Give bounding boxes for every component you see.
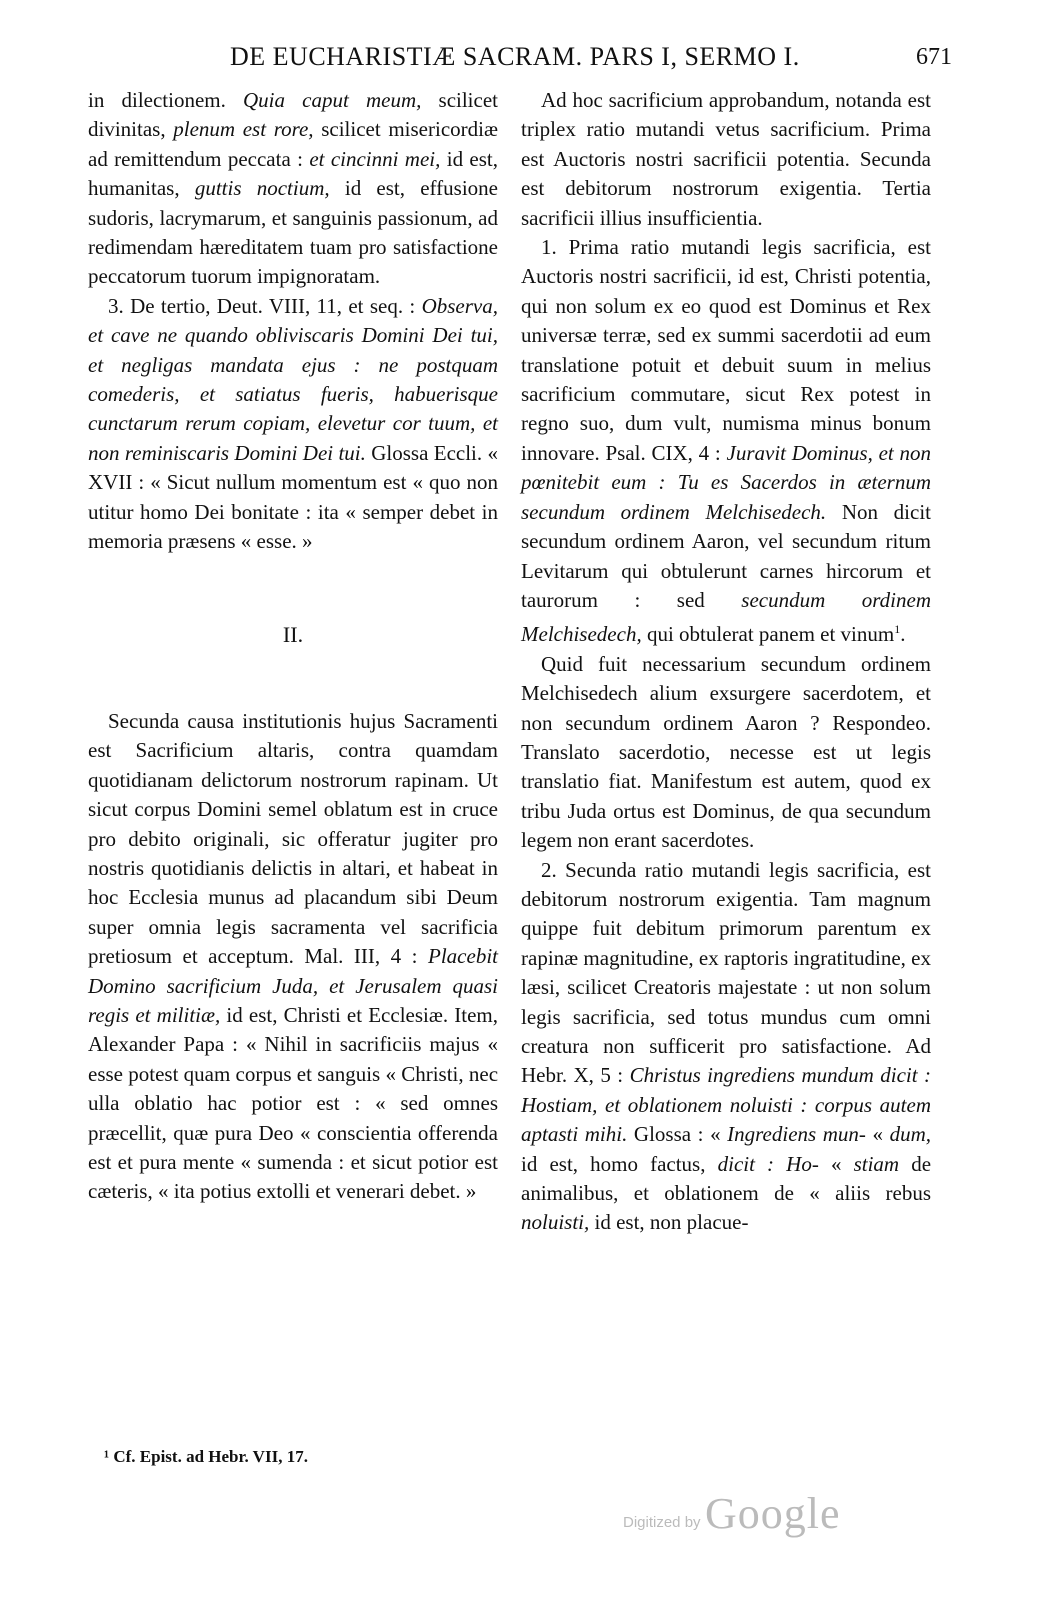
paragraph [521, 86, 931, 233]
text-run: de animalibus, et oblationem de « aliis rebus [521, 1151, 932, 1206]
italic-text: Observa, et cave ne quando obliviscaris Domini Dei tui, et negligas mandata ejus : ne postquam comederis, et satiatus fueris, habuerisque cunctarum rerum copiam, elevetur cor tuum, et non reminiscaris Domini Dei tui. [88, 293, 498, 465]
text-run: 2. Secunda ratio mutandi legis sacrificia, est debitorum nostrorum exigentia. Tam magnum quippe fuit debitum primorum parentum ex rapinæ magnitudine, ex raptoris ingratitudine, ex læsi, scilicet Creatoris majestate : ut non solum legis sacrificia, sed totus mundus cum omni creatura non sufficerit pro satisfactione. Ad Hebr. X, 5 : [521, 857, 931, 1088]
text-run: Ad hoc sacrificium approbandum, notanda est triplex ratio mutandi vetus sacrificium. Prima est Auctoris nostri sacrificii potentia. Secunda est debitorum nostrorum exigentia. Tertia sacrificii illius insufficientia. [521, 88, 931, 230]
text-run: id est, Christi et Ecclesiæ. Item, Alexander Papa : « Nihil in sacrificiis majus « esse potest quam corpus et sanguis « Christi, nec ulla oblatio hac potior est : « sed omnes præcellit, quæ pura Deo « conscientia offerenda est et pura mente « sumenda : et sicut potior est cæteris, « ita potius extolli et venerari debet. » [88, 1002, 499, 1204]
italic-text: plenum est rore, [173, 117, 314, 142]
paragraph [88, 707, 498, 1207]
left-column [88, 86, 498, 1207]
text-run: in dilectionem. [88, 88, 244, 112]
italic-text: noluisti, [521, 1210, 590, 1235]
paragraph [521, 650, 931, 856]
italic-text: Quia caput meum, [243, 88, 422, 112]
footnote: ¹ Cf. Epist. ad Hebr. VII, 17. [104, 1447, 308, 1466]
google-watermark [623, 1488, 843, 1544]
text-run: scilicet divinitas, [88, 88, 498, 142]
text-run: 1. Prima ratio mutandi legis sacrificia, est Auctoris nostri sacrificii, id est, Christi potentia, qui non solum ex eo quod est Dominus et Rex universæ terræ, sed ex summi sacerdotii ad eum translatione potuit et debuit suum in melius sacrificium commutare, sicut Rex potest in regno suo, dum vult, numisma minus bonum innovare. Psal. CIX, 4 : [521, 235, 931, 465]
text-run: id est, homo factus, [521, 1151, 718, 1176]
google-logo: Google [705, 1489, 841, 1538]
watermark-small-text: Digitized by [623, 1514, 701, 1531]
italic-text: guttis noctium, [194, 176, 330, 201]
text-run: id est, effusione sudoris, lacrymarum, et sanguinis passionum, ad redimendam hæreditatem tuam pro satisfactione peccatorum tuorum impignoratam. [88, 176, 498, 289]
paragraph [521, 856, 931, 1238]
italic-text: secundum ordinem Melchisedech, [521, 587, 931, 647]
paragraph [88, 292, 498, 557]
italic-text: et cincinni mei, [309, 146, 441, 171]
italic-text: Juravit Dominus, et non pœnitebit eum : Tu es Sacerdos in æternum secundum ordinem Melchisedech. [521, 440, 931, 524]
text-run: qui obtulerat panem et vinum [641, 622, 895, 647]
right-column [521, 86, 931, 1238]
footnote-ref: 1 [894, 622, 901, 637]
text-run: Quid fuit necessarium secundum ordinem Melchisedech alium exsurgere sacerdotem, et non secundum ordinem Aaron ? Respondeo. Translato sacerdotio, necesse est ut legis translatio fiat. Manifestum est autem, quod ex tribu Juda ortus est Dominus, de qua secundum legem non erant sacerdotes. [521, 651, 931, 853]
italic-text: Placebit Domino sacrificium Juda, et Jerusalem quasi regis et militiæ, [88, 944, 498, 1027]
italic-text: dicit : Ho- [717, 1151, 819, 1176]
page-header [0, 38, 1062, 78]
text-run: Non dicit secundum ordinem Aaron, vel secundum ritum Levitarum qui obtulerunt carnes hircorum et taurorum : sed [521, 499, 931, 612]
text-run: Secunda causa institutionis hujus Sacramenti est Sacrificium altaris, contra quamdam quotidianam delictorum nostrorum rapinam. Ut sicut corpus Domini semel oblatum est in cruce pro debito originali, sic offeratur jugiter pro nostris quotidianis delictis in altari, et habeat in hoc Ecclesia munus ad placandum sibi Deum super omnia legis sacramenta vel sacrificia pretiosum et acceptum. Mal. III, 4 : [88, 708, 498, 969]
section-heading: II. [282, 621, 304, 647]
italic-text: Christus ingrediens mundum dicit : Hostiam, et oblationem noluisti : corpus autem aptasti mihi. [521, 1063, 932, 1147]
italic-text: stiam [853, 1151, 900, 1176]
running-head: DE EUCHARISTIÆ SACRAM. PARS I, SERMO I. [230, 42, 800, 71]
text-run: Glossa Eccli. « XVII : « Sicut nullum momentum est « quo non utitur homo Dei bonitate : ita « semper debet in memoria præsens « esse. » [88, 440, 498, 554]
paragraph [88, 86, 498, 292]
page-number: 671 [916, 44, 952, 70]
text-run: id est, humanitas, [88, 146, 499, 201]
text-run: 3. De tertio, Deut. VIII, 11, et seq. : [108, 293, 422, 318]
text-run: « [818, 1151, 854, 1176]
text-run: « [865, 1122, 890, 1147]
italic-text: Ingrediens mun- [727, 1122, 866, 1147]
italic-text: dum, [889, 1122, 932, 1147]
text-run: id est, non placue- [589, 1210, 749, 1235]
text-run: scilicet misericordiæ ad remittendum peccata : [88, 117, 498, 171]
paragraph [521, 233, 931, 650]
text-run: . [900, 622, 906, 647]
text-run: Glossa : « [627, 1122, 728, 1147]
